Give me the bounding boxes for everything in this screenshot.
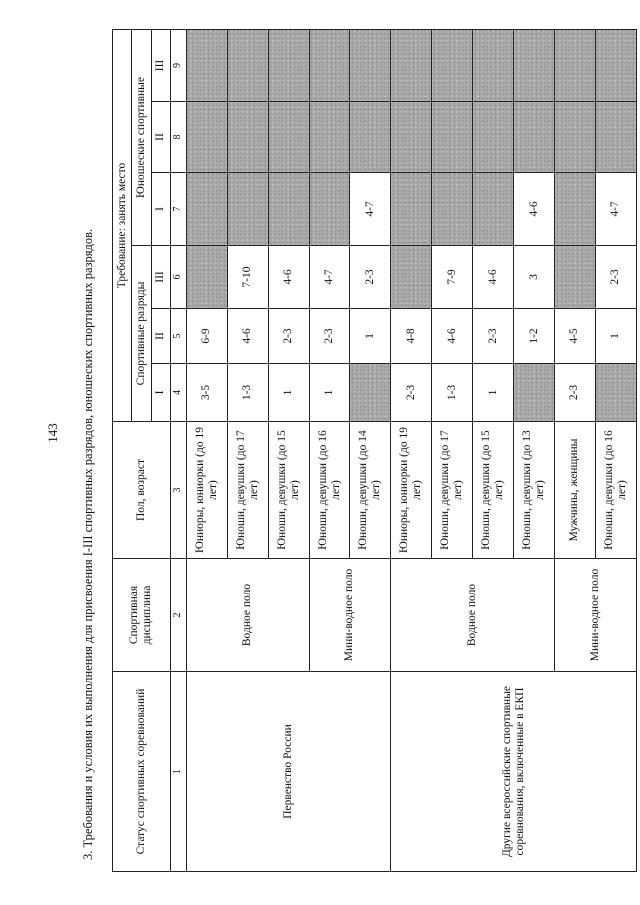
- shaded-cell: [555, 246, 596, 309]
- discipline-cell: Водное поло: [391, 559, 555, 672]
- shaded-cell: [595, 102, 636, 173]
- value-cell: 2-3: [268, 309, 309, 364]
- value-cell: 3: [514, 246, 555, 309]
- value-cell: 2-3: [350, 246, 391, 309]
- column-number: 9: [170, 29, 186, 101]
- group-cell: Юноши, девушки (до 15 лет): [268, 422, 309, 559]
- value-cell: 1-3: [432, 364, 473, 422]
- table-row: [186, 29, 227, 871]
- column-number: 7: [170, 173, 186, 246]
- value-cell: 2-3: [309, 309, 350, 364]
- header-rank: I: [151, 173, 170, 246]
- group-cell: Юноши, девушки (до 17 лет): [227, 422, 268, 559]
- header-requirement: Требование: занять место: [113, 29, 132, 421]
- discipline-cell: Водное поло: [186, 559, 309, 672]
- shaded-cell: [391, 246, 432, 309]
- shaded-cell: [555, 102, 596, 173]
- status-cell: Другие всероссийские спортивные соревнования, включенные в ЕКП: [391, 672, 637, 872]
- header-rank: III: [151, 246, 170, 309]
- value-cell: 4-7: [350, 173, 391, 246]
- group-cell: Юноши, девушки (до 13 лет): [514, 422, 555, 559]
- shaded-cell: [514, 364, 555, 422]
- header-gender-age: Пол, возраст: [113, 422, 171, 559]
- value-cell: 4-7: [309, 246, 350, 309]
- shaded-cell: [350, 102, 391, 173]
- group-cell: Юноши, девушки (до 17 лет): [432, 422, 473, 559]
- shaded-cell: [227, 173, 268, 246]
- column-number: 4: [170, 364, 186, 422]
- header-rank: I: [151, 364, 170, 422]
- value-cell: 6-9: [186, 309, 227, 364]
- shaded-cell: [473, 102, 514, 173]
- shaded-cell: [309, 102, 350, 173]
- header-discipline: Спортивная дисциплина: [113, 559, 171, 672]
- shaded-cell: [514, 102, 555, 173]
- value-cell: 1: [595, 309, 636, 364]
- shaded-cell: [473, 29, 514, 101]
- value-cell: 2-3: [473, 309, 514, 364]
- shaded-cell: [350, 364, 391, 422]
- group-cell: Юниоры, юниорки (до 19 лет): [186, 422, 227, 559]
- header-youth-ranks: Юношеские спортивные: [132, 29, 151, 245]
- value-cell: 1: [350, 309, 391, 364]
- shaded-cell: [186, 246, 227, 309]
- shaded-cell: [555, 173, 596, 246]
- group-cell: Юноши, девушки (до 16 лет): [309, 422, 350, 559]
- group-cell: Юноши, девушки (до 16 лет): [595, 422, 636, 559]
- value-cell: 4-6: [473, 246, 514, 309]
- value-cell: 4-6: [268, 246, 309, 309]
- shaded-cell: [186, 102, 227, 173]
- table-caption: 3. Требования и условия их выполнения для присвоения I-III спортивных разрядов, юношеских спортивных разрядов.: [81, 228, 95, 860]
- shaded-cell: [555, 29, 596, 101]
- status-cell: Первенство России: [186, 672, 391, 872]
- ranks-requirements-table: [112, 29, 637, 872]
- shaded-cell: [391, 102, 432, 173]
- group-cell: Мужчины, женщины: [555, 422, 596, 559]
- value-cell: 1: [309, 364, 350, 422]
- group-cell: Юноши, девушки (до 14 лет): [350, 422, 391, 559]
- column-number: 2: [170, 559, 186, 672]
- table-row: [391, 29, 432, 871]
- rotated-table-container: [112, 30, 637, 872]
- value-cell: 2-3: [391, 364, 432, 422]
- discipline-cell: Мини-водное поло: [309, 559, 391, 672]
- shaded-cell: [268, 102, 309, 173]
- shaded-cell: [268, 29, 309, 101]
- shaded-cell: [391, 173, 432, 246]
- value-cell: 1-2: [514, 309, 555, 364]
- shaded-cell: [186, 173, 227, 246]
- value-cell: 2-3: [555, 364, 596, 422]
- shaded-cell: [268, 173, 309, 246]
- shaded-cell: [186, 29, 227, 101]
- shaded-cell: [514, 29, 555, 101]
- column-number: 8: [170, 102, 186, 173]
- shaded-cell: [432, 102, 473, 173]
- value-cell: 1: [268, 364, 309, 422]
- shaded-cell: [309, 29, 350, 101]
- value-cell: 4-7: [595, 173, 636, 246]
- value-cell: 1: [473, 364, 514, 422]
- header-rank: III: [151, 29, 170, 101]
- group-cell: Юниоры, юниорки (до 19 лет): [391, 422, 432, 559]
- discipline-cell: Мини-водное поло: [555, 559, 637, 672]
- value-cell: 4-8: [391, 309, 432, 364]
- shaded-cell: [595, 364, 636, 422]
- page-number: 143: [45, 423, 60, 443]
- header-status: Статус спортивных соревнований: [113, 672, 171, 872]
- value-cell: 3-5: [186, 364, 227, 422]
- column-number: 6: [170, 246, 186, 309]
- header-rank: II: [151, 309, 170, 364]
- value-cell: 4-5: [555, 309, 596, 364]
- column-number: 1: [170, 672, 186, 872]
- value-cell: 2-3: [595, 246, 636, 309]
- shaded-cell: [391, 29, 432, 101]
- value-cell: 4-6: [514, 173, 555, 246]
- value-cell: 1-3: [227, 364, 268, 422]
- shaded-cell: [432, 29, 473, 101]
- group-cell: Юноши, девушки (до 15 лет): [473, 422, 514, 559]
- header-rank: II: [151, 102, 170, 173]
- column-number: 5: [170, 309, 186, 364]
- shaded-cell: [227, 29, 268, 101]
- shaded-cell: [309, 173, 350, 246]
- shaded-cell: [432, 173, 473, 246]
- shaded-cell: [595, 29, 636, 101]
- value-cell: 7-10: [227, 246, 268, 309]
- shaded-cell: [227, 102, 268, 173]
- value-cell: 4-6: [432, 309, 473, 364]
- header-sport-ranks: Спортивные разряды: [132, 246, 151, 422]
- value-cell: 4-6: [227, 309, 268, 364]
- value-cell: 7-9: [432, 246, 473, 309]
- shaded-cell: [473, 173, 514, 246]
- column-number: 3: [170, 422, 186, 559]
- shaded-cell: [350, 29, 391, 101]
